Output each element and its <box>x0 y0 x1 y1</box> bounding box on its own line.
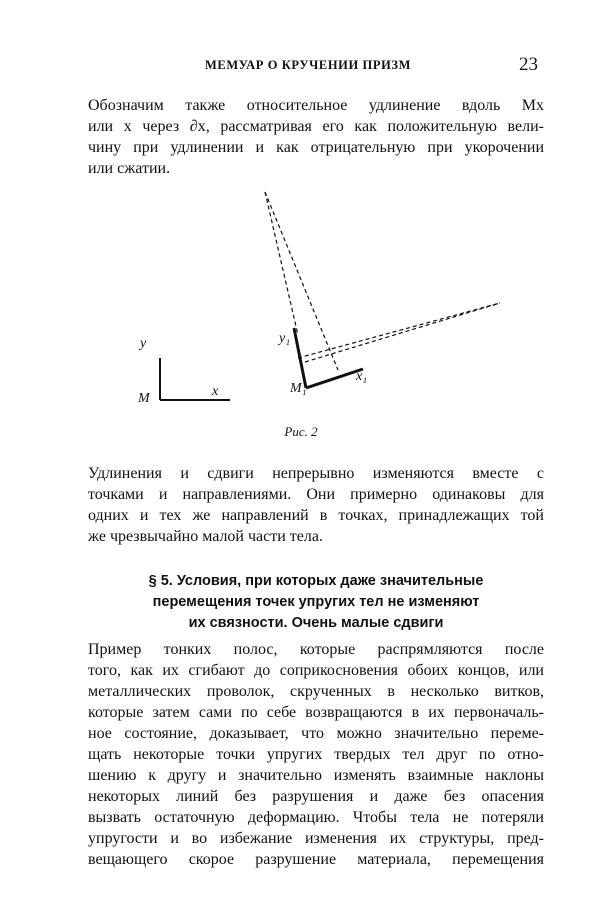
paragraph-line: одних и тех же направлений в точках, принадлежащих той <box>88 507 544 524</box>
original-axes <box>160 358 230 400</box>
dashed-lines <box>265 192 500 370</box>
paragraph-line: Удлинения и сдвиги непрерывно изменяются вместе с <box>88 465 544 482</box>
paragraph-line: ное состояние, доказывает, что можно значительно переме- <box>88 725 544 742</box>
label-x: x <box>212 384 219 399</box>
running-head <box>0 56 602 76</box>
label-y: y <box>140 336 147 351</box>
dashed-line <box>298 303 500 358</box>
section-heading <box>88 571 544 634</box>
section-heading-line: их связности. Очень малые сдвиги <box>188 615 444 631</box>
label-m1: M₁ <box>290 381 307 396</box>
paragraph-line: или сжатии. <box>88 160 171 177</box>
label-m: M <box>138 391 150 406</box>
dashed-line <box>305 303 500 362</box>
paragraph-line: некоторых линий без разрушения и даже без опасения <box>88 788 544 805</box>
paragraph-line: того, как их сгибают до соприкосновения обоих концов, или <box>88 662 544 679</box>
paragraph-line: вызвать остаточную деформацию. Чтобы тела не потеряли <box>88 809 544 826</box>
page-number: 23 <box>519 54 538 75</box>
dashed-line <box>265 192 298 335</box>
section-heading-line: § 5. Условия, при которых даже значительные <box>148 573 484 589</box>
section-heading-line: перемещения точек упругих тел не изменяют <box>152 594 480 610</box>
label-y1: y₁ <box>279 331 291 346</box>
deformed-axes <box>294 328 363 388</box>
paragraph-line: упругости и во избежание изменения их структуры, пред- <box>88 830 544 847</box>
label-x1: x₁ <box>356 369 368 384</box>
paragraph-line: которые затем сами по себе возвращаются в их первоначаль- <box>88 704 544 721</box>
paragraph-3 <box>88 639 544 870</box>
deformed-axis-y <box>294 328 306 388</box>
deformed-axis-x <box>306 369 363 388</box>
dashed-line <box>265 192 338 370</box>
paragraph-line: Пример тонких полос, которые распрямляются после <box>88 641 544 658</box>
running-title: МЕМУАР О КРУЧЕНИИ ПРИЗМ <box>205 58 411 72</box>
paragraph-1 <box>88 95 544 179</box>
paragraph-line: щать некоторые точки упругих твердых тел друг по отно- <box>88 746 544 763</box>
paragraph-line: или x через ∂x, рассматривая его как положительную вели- <box>88 118 544 135</box>
paragraph-line: металлических проволок, скрученных в несколько витков, <box>88 683 544 700</box>
paragraph-line: же чрезвычайно малой части тела. <box>88 528 323 545</box>
paragraph-line: Обозначим также относительное удлинение вдоль Mx <box>88 97 544 114</box>
paragraph-2 <box>88 463 544 547</box>
paragraph-line: чину при удлинении и как отрицательную при укорочении <box>88 139 544 156</box>
figure-2-diagram <box>120 180 520 420</box>
paragraph-line: вещающего скорое разрушение материала, перемещения <box>88 851 544 868</box>
figure-caption: Рис. 2 <box>284 424 318 439</box>
paragraph-line: точками и направлениями. Они примерно одинаковы для <box>88 486 544 503</box>
paragraph-line: шению к другу и значительно изменять взаимные наклоны <box>88 767 544 784</box>
